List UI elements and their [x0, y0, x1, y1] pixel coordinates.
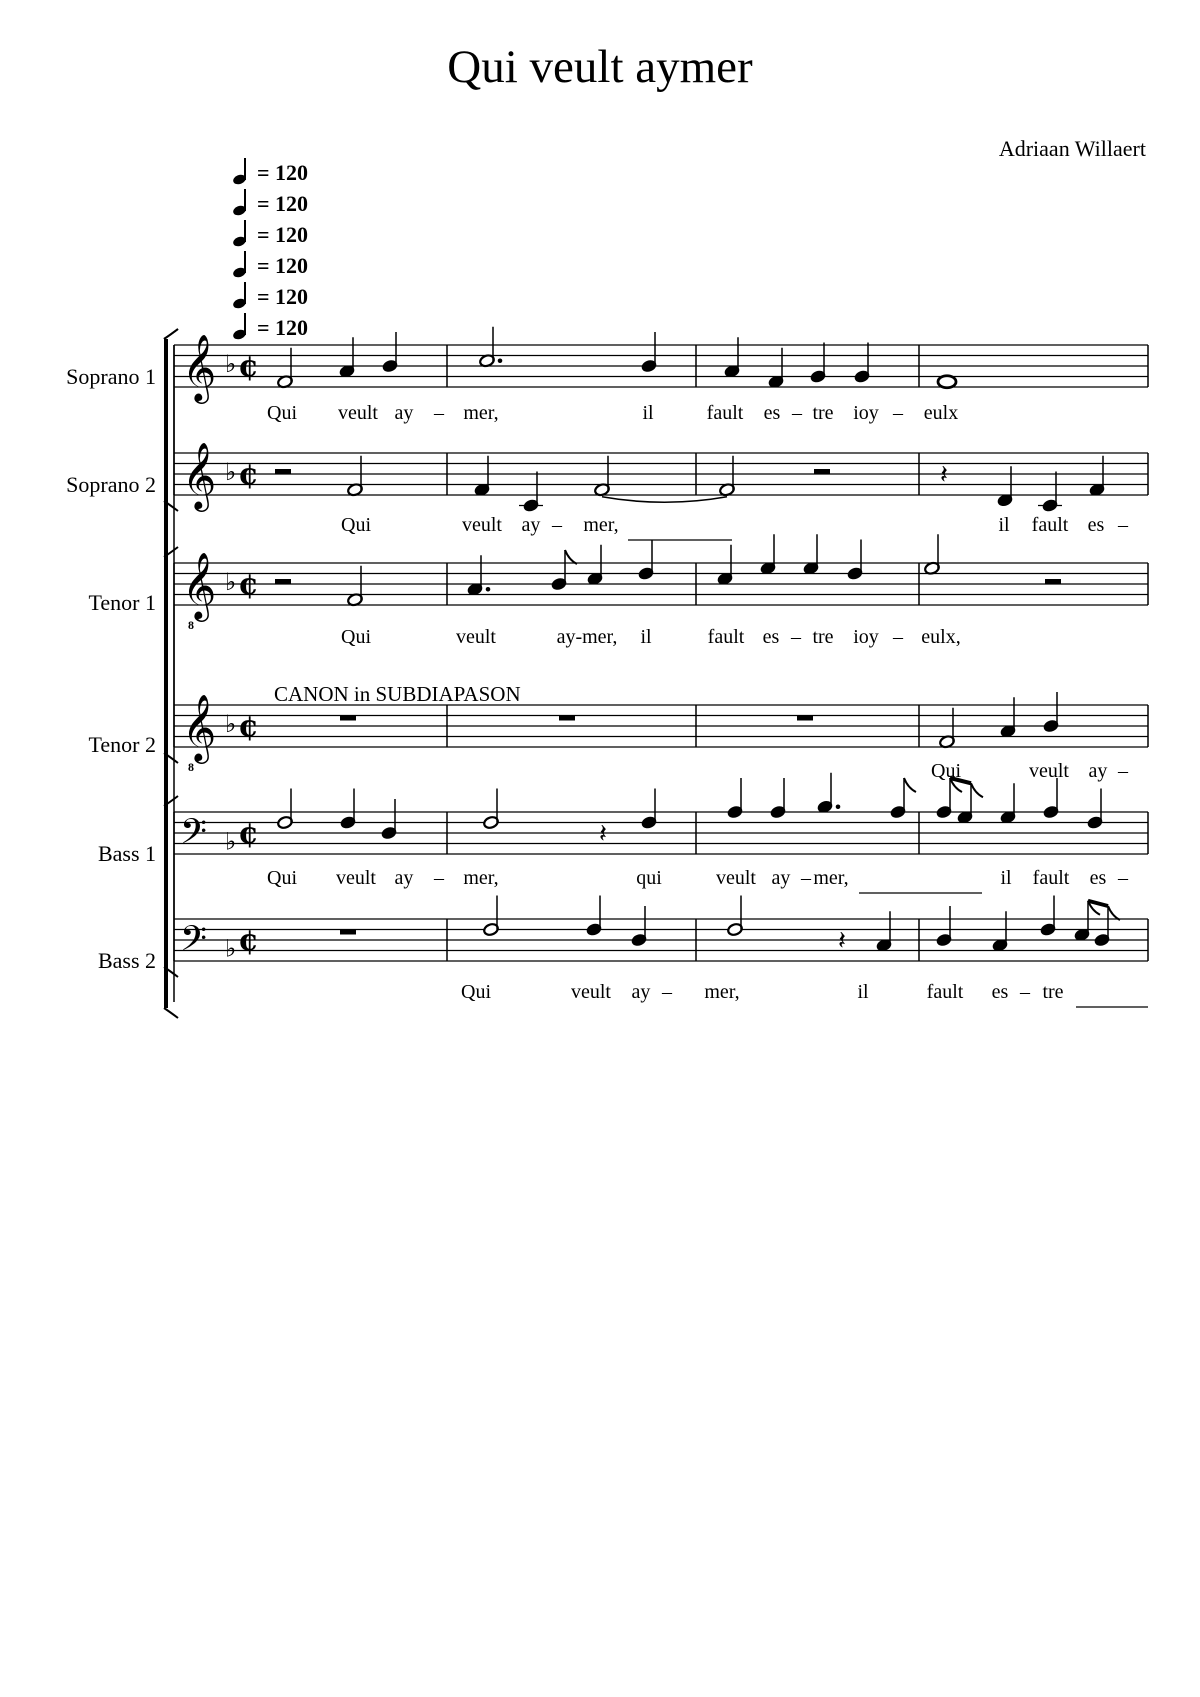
score-title: Qui veult aymer: [447, 41, 753, 93]
lyric-syllable: Qui: [461, 981, 491, 1003]
cut-time-signature-icon: ¢: [238, 567, 259, 602]
staff-label-soprano-1: Soprano 1: [66, 364, 156, 389]
lyric-syllable: veult: [462, 514, 502, 536]
lyric-syllable: es: [1087, 514, 1105, 536]
lyric-syllable: veult: [336, 867, 376, 889]
lyric-syllable: fault: [926, 981, 964, 1003]
cut-time-signature-icon: ¢: [238, 816, 259, 851]
augmentation-dot: [836, 804, 841, 809]
whole-rest: [559, 716, 575, 721]
lyric-syllable: veult: [716, 867, 756, 889]
cut-time-signature-icon: ¢: [238, 923, 259, 958]
lyric-syllable: fault: [1032, 867, 1070, 889]
treble-clef-icon: 𝄞: [182, 333, 217, 401]
lyric-syllable: ay: [631, 981, 651, 1003]
lyric-syllable: Qui: [267, 867, 297, 889]
whole-note: [938, 376, 956, 388]
lyric-syllable: veult: [1029, 760, 1069, 782]
lyric-syllable: –: [1020, 981, 1030, 1003]
lyric-syllable: –: [1118, 867, 1128, 889]
lyric-syllable: tre: [812, 402, 834, 424]
lyric-syllable: Qui: [931, 760, 961, 782]
lyric-syllable: fault: [707, 626, 745, 648]
treble-clef-icon: 𝄞: [182, 693, 217, 761]
augmentation-dot: [486, 587, 491, 592]
cut-time-signature-icon: ¢: [238, 457, 259, 492]
staff-label-tenor-2: Tenor 2: [88, 732, 156, 757]
lyric-syllable: fault: [706, 402, 744, 424]
lyric-syllable: il: [998, 514, 1010, 536]
tempo-text: = 120: [257, 314, 309, 340]
lyric-syllable: mer,: [583, 514, 619, 536]
staff-label-tenor-1: Tenor 1: [88, 590, 156, 615]
system-bracket-cap: [164, 1008, 178, 1018]
flat-key-signature-icon: ♭: [225, 350, 237, 378]
lyric-syllable: es: [1089, 867, 1107, 889]
flat-key-signature-icon: ♭: [225, 568, 237, 596]
tempo-text: = 120: [257, 221, 309, 247]
lyric-syllable: –: [1118, 514, 1128, 536]
lyric-syllable: –: [791, 626, 801, 648]
lyric-syllable: eulx: [923, 402, 959, 424]
lyric-syllable: qui: [636, 867, 662, 889]
lyric-syllable: tre: [812, 626, 834, 648]
lyric-syllable: ay: [771, 867, 791, 889]
augmentation-dot: [498, 358, 503, 363]
lyric-syllable: mer,: [813, 867, 849, 889]
lyric-syllable: ay: [521, 514, 541, 536]
lyric-syllable: ay: [394, 402, 414, 424]
lyric-syllable: fault: [1031, 514, 1069, 536]
lyric-syllable: il: [1000, 867, 1012, 889]
lyric-syllable: ay-mer,: [556, 626, 618, 648]
quarter-rest: 𝄽: [599, 819, 607, 849]
half-rest: [275, 579, 291, 584]
staff-label-bass-1: Bass 1: [97, 841, 156, 866]
staff-label-bass-2: Bass 2: [97, 948, 156, 973]
lyric-syllable: –: [552, 514, 562, 536]
flat-key-signature-icon: ♭: [225, 827, 237, 856]
lyric-syllable: –: [1118, 760, 1128, 782]
staff-label-soprano-2: Soprano 2: [66, 472, 156, 497]
lyric-syllable: veult: [338, 402, 378, 424]
lyric-syllable: ioy: [853, 626, 879, 648]
lyric-syllable: mer,: [463, 867, 499, 889]
eighth-flag: [971, 783, 983, 797]
lyric-syllable: il: [640, 626, 652, 648]
lyric-syllable: –: [662, 981, 672, 1003]
half-rest: [1045, 579, 1061, 584]
quarter-rest: 𝄽: [838, 926, 846, 956]
tie: [602, 497, 727, 503]
lyric-syllable: ay: [1088, 760, 1108, 782]
lyric-syllable: eulx,: [921, 626, 961, 648]
lyric-syllable: mer,: [704, 981, 740, 1003]
octave-marker: 8: [188, 760, 194, 774]
half-rest: [814, 469, 830, 474]
bass-clef-icon: 𝄢: [180, 918, 208, 967]
quarter-rest: 𝄽: [940, 460, 948, 490]
bass-clef-icon: 𝄢: [180, 811, 208, 860]
eighth-flag: [1108, 906, 1120, 920]
lyric-syllable: –: [801, 867, 811, 889]
tempo-text: = 120: [257, 159, 309, 185]
cut-time-signature-icon: ¢: [238, 709, 259, 744]
lyric-syllable: Qui: [267, 402, 297, 424]
treble-clef-icon: 𝄞: [182, 441, 217, 509]
canon-instruction: CANON in SUBDIAPASON: [274, 682, 521, 706]
whole-rest: [797, 716, 813, 721]
treble-clef-icon: 𝄞: [182, 551, 217, 619]
tempo-text: = 120: [257, 252, 309, 278]
lyric-syllable: Qui: [341, 514, 371, 536]
lyric-syllable: es: [762, 626, 780, 648]
lyric-syllable: il: [857, 981, 869, 1003]
soprano-group-bracket-cap: [164, 329, 178, 339]
composer-name: Adriaan Willaert: [998, 136, 1146, 161]
notation-marks: [164, 327, 1148, 1018]
lyric-syllable: es: [991, 981, 1009, 1003]
half-rest: [275, 469, 291, 474]
lyric-syllable: mer,: [463, 402, 499, 424]
lyric-syllable: il: [642, 402, 654, 424]
flat-key-signature-icon: ♭: [225, 934, 237, 963]
lyric-syllable: –: [434, 867, 444, 889]
whole-rest: [340, 930, 356, 935]
flat-key-signature-icon: ♭: [225, 458, 237, 486]
lyric-syllable: veult: [456, 626, 496, 648]
eighth-flag: [904, 778, 916, 792]
lyric-syllable: es: [763, 402, 781, 424]
lyric-syllable: ioy: [853, 402, 879, 424]
flat-key-signature-icon: ♭: [225, 710, 237, 738]
lyric-syllable: ay: [394, 867, 414, 889]
cut-time-signature-icon: ¢: [238, 349, 259, 384]
tempo-text: = 120: [257, 283, 309, 309]
lyric-syllable: –: [434, 402, 444, 424]
tempo-text: = 120: [257, 190, 309, 216]
lyric-syllable: –: [792, 402, 802, 424]
octave-marker: 8: [188, 618, 194, 632]
eighth-flag: [565, 550, 577, 564]
whole-rest: [340, 716, 356, 721]
lyric-syllable: veult: [571, 981, 611, 1003]
lyric-syllable: Qui: [341, 626, 371, 648]
lyric-syllable: –: [893, 626, 903, 648]
lyric-syllable: tre: [1042, 981, 1064, 1003]
lyric-syllable: –: [893, 402, 903, 424]
